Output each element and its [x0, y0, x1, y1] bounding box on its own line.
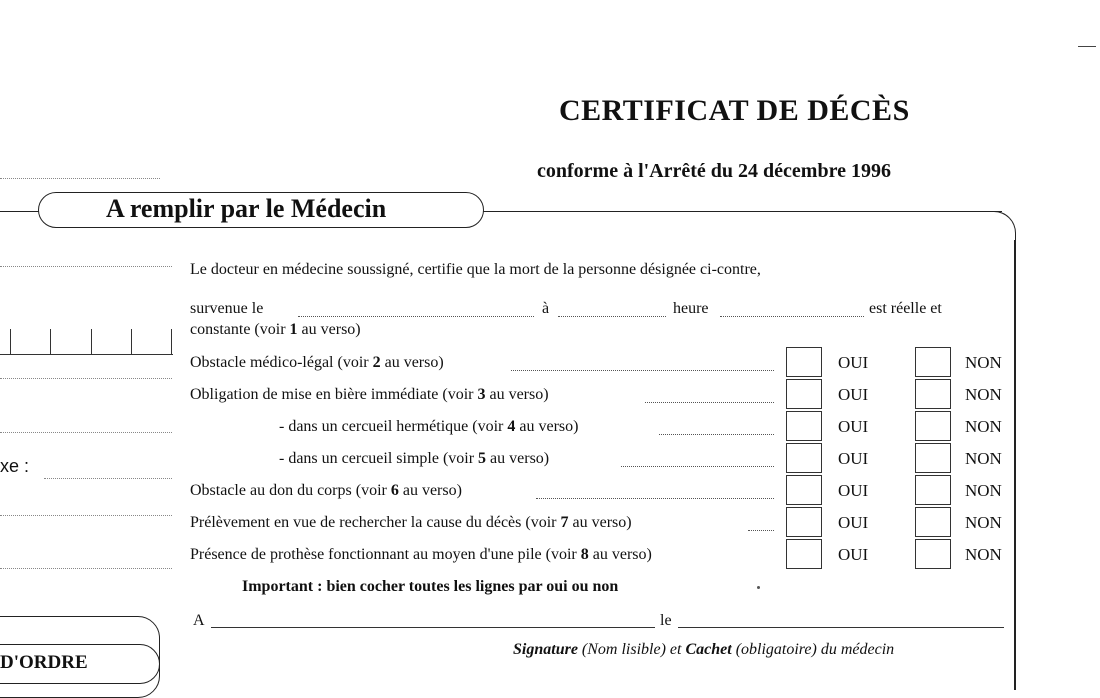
question-leader — [511, 370, 774, 371]
oui-checkbox[interactable] — [786, 443, 822, 473]
sign-place-label: A — [193, 612, 205, 629]
form-frame-corner — [990, 211, 1016, 242]
non-label: NON — [965, 545, 1002, 564]
left-field-line — [0, 178, 160, 179]
oui-checkbox[interactable] — [786, 475, 822, 505]
question-prothese-pile: Présence de prothèse fonctionnant au moyen d'une pile (voir 8 au verso) — [190, 546, 652, 563]
non-checkbox[interactable] — [915, 411, 951, 441]
left-field-line[interactable] — [44, 478, 172, 479]
non-checkbox[interactable] — [915, 507, 951, 537]
non-checkbox[interactable] — [915, 347, 951, 377]
oui-label: OUI — [838, 545, 869, 564]
page-subtitle: conforme à l'Arrêté du 24 décembre 1996 — [537, 160, 891, 182]
non-label: NON — [965, 353, 1002, 372]
oui-label: OUI — [838, 385, 869, 404]
stray-dot — [757, 586, 760, 589]
oui-label: OUI — [838, 353, 869, 372]
question-leader — [536, 498, 774, 499]
form-frame-right — [1014, 240, 1016, 690]
left-field-line — [0, 432, 172, 433]
page-title: CERTIFICAT DE DÉCÈS — [559, 94, 910, 127]
non-label: NON — [965, 385, 1002, 404]
oui-label: OUI — [838, 513, 869, 532]
question-don-du-corps: Obstacle au don du corps (voir 6 au verso) — [190, 482, 462, 499]
oui-label: OUI — [838, 417, 869, 436]
non-label: NON — [965, 513, 1002, 532]
question-leader — [621, 466, 774, 467]
oui-label: OUI — [838, 481, 869, 500]
question-leader — [645, 402, 774, 403]
question-cercueil-hermetique: - dans un cercueil hermétique (voir 4 au verso) — [279, 418, 579, 435]
left-field-line — [0, 515, 172, 516]
non-checkbox[interactable] — [915, 443, 951, 473]
question-mise-en-biere: Obligation de mise en bière immédiate (voir 3 au verso) — [190, 386, 549, 403]
date-field[interactable] — [298, 316, 534, 317]
left-field-line — [0, 568, 172, 569]
signature-caption: Signature (Nom lisible) et Cachet (obligatoire) du médecin — [513, 641, 895, 658]
oui-checkbox[interactable] — [786, 347, 822, 377]
oui-checkbox[interactable] — [786, 411, 822, 441]
heure-label: heure — [673, 300, 709, 317]
oui-checkbox[interactable] — [786, 507, 822, 537]
oui-label: OUI — [838, 449, 869, 468]
non-checkbox[interactable] — [915, 539, 951, 569]
sign-place-field[interactable] — [211, 627, 655, 628]
left-field-line — [0, 266, 172, 267]
left-field-label: xe : — [0, 456, 30, 476]
left-field-line — [0, 378, 172, 379]
oui-checkbox[interactable] — [786, 379, 822, 409]
hour-field[interactable] — [720, 316, 864, 317]
intro-text: Le docteur en médecine soussigné, certifie que la mort de la personne désignée ci-contre, — [190, 261, 761, 278]
non-label: NON — [965, 481, 1002, 500]
constante-text: constante (voir 1 au verso) — [190, 321, 361, 338]
question-medico-legal: Obstacle médico-légal (voir 2 au verso) — [190, 354, 444, 371]
est-reelle-text: est réelle et — [869, 300, 942, 317]
ordre-label: D'ORDRE — [0, 652, 88, 673]
question-leader — [659, 434, 774, 435]
question-cercueil-simple: - dans un cercueil simple (voir 5 au verso) — [279, 450, 550, 467]
oui-checkbox[interactable] — [786, 539, 822, 569]
section-banner-label: A remplir par le Médecin — [106, 194, 387, 223]
left-digit-boxes[interactable] — [0, 329, 175, 355]
corner-mark — [1078, 46, 1096, 47]
non-checkbox[interactable] — [915, 475, 951, 505]
non-checkbox[interactable] — [915, 379, 951, 409]
place-label-a: à — [542, 300, 550, 317]
question-prelevement: Prélèvement en vue de rechercher la cause du décès (voir 7 au verso) — [190, 514, 632, 531]
non-label: NON — [965, 449, 1002, 468]
place-field[interactable] — [558, 316, 666, 317]
sign-date-field[interactable] — [678, 627, 1004, 628]
non-label: NON — [965, 417, 1002, 436]
question-leader — [748, 530, 774, 531]
important-notice: Important : bien cocher toutes les lignes par oui ou non — [242, 578, 619, 595]
survenue-label: survenue le — [190, 300, 264, 317]
sign-date-label: le — [660, 612, 672, 629]
